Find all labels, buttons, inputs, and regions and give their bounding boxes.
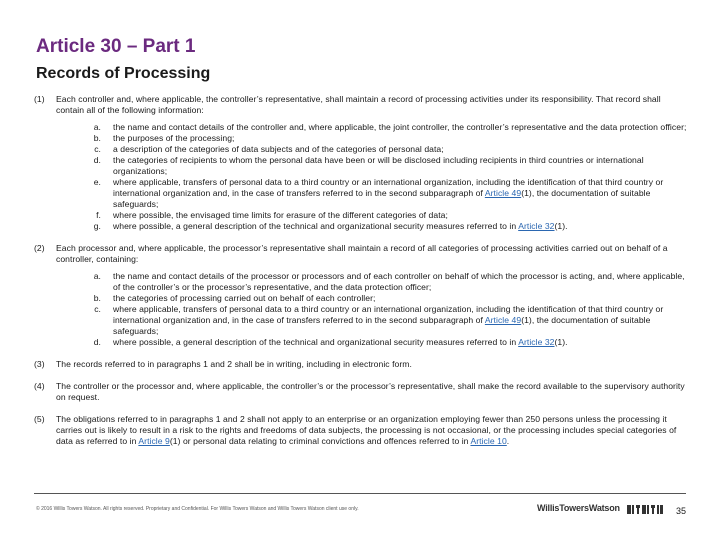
article-link[interactable]: Article 32 [518, 337, 555, 347]
list-item [89, 271, 690, 293]
list-item [89, 144, 690, 155]
item-letter: b. [93, 133, 101, 143]
article-link[interactable]: Article 49 [484, 315, 522, 325]
logo-mark-icon [627, 504, 663, 515]
paragraph-number: (1) [34, 94, 45, 104]
list-item [89, 221, 690, 232]
item-text: where applicable, transfers of personal data to a third country or an international organization, including the identification of that third country or international organization and, in the case of transfers referred to in the second subparagraph of [113, 304, 664, 325]
paragraph-2 [34, 243, 690, 348]
item-letter: e. [93, 177, 101, 187]
paragraph-text: (1) or personal data relating to criminal convictions and offences referred to in [169, 436, 471, 446]
page-number: 35 [676, 506, 687, 516]
paragraph-number: (2) [34, 243, 45, 253]
item-text: the categories of recipients to whom the personal data have been or will be disclosed including recipients in third countries or international organizations; [113, 155, 644, 176]
item-text: (1), the documentation of suitable safeguards; [113, 188, 651, 209]
article-link[interactable]: Article 32 [518, 221, 555, 231]
item-text: the categories of processing carried out on behalf of each controller; [113, 293, 376, 303]
item-text: where possible, a general description of the technical and organizational security measures referred to in [113, 337, 519, 347]
item-text: a description of the categories of data subjects and of the categories of personal data; [113, 144, 444, 154]
page-title: Article 30 – Part 1 [36, 36, 196, 57]
list-item [89, 210, 690, 221]
paragraph-text: The controller or the processor and, where applicable, the controller’s or the processor’s representative, shall make the record available to the supervisory authority on request. [56, 381, 685, 402]
paragraph-text: Each controller and, where applicable, the controller’s representative, shall maintain a record of processing activities under its responsibility. That record shall contain all of the following information: [56, 94, 661, 115]
paragraph-text: . [506, 436, 510, 446]
item-text: where applicable, transfers of personal data to a third country or an international organization, including the identification of that third country or international organization and, in the case of transfers referred to in the second subparagraph of [113, 177, 664, 198]
sub-list [56, 122, 690, 232]
list-item [89, 133, 690, 144]
page-subtitle: Records of Processing [36, 65, 211, 82]
paragraph-3 [34, 359, 690, 370]
paragraph-4 [34, 381, 690, 403]
brand-logo: WillisTowersWatson [537, 503, 620, 513]
item-letter: f. [96, 210, 101, 220]
paragraph-text: The records referred to in paragraphs 1 and 2 shall be in writing, including in electronic form. [56, 359, 412, 369]
item-letter: g. [93, 221, 101, 231]
article-link[interactable]: Article 9 [138, 436, 170, 446]
sub-list [56, 271, 690, 348]
article-link[interactable]: Article 49 [484, 188, 522, 198]
item-letter: d. [93, 337, 101, 347]
footer-divider [34, 493, 686, 494]
paragraph-text: The obligations referred to in paragraphs 1 and 2 shall not apply to an enterprise or an organization employing fewer than 250 persons unless the processing it carries out is likely to result in a risk to the rights and freedoms of data subjects, the processing is not occasional, or the processing includes special categories of data as referred to in [56, 414, 677, 446]
item-text: (1), the documentation of suitable safeguards; [113, 315, 651, 336]
item-letter: d. [93, 155, 101, 165]
list-item [89, 177, 690, 210]
item-text: where possible, the envisaged time limits for erasure of the different categories of data; [113, 210, 448, 220]
item-text: (1). [554, 337, 568, 347]
paragraph-1 [34, 94, 690, 232]
list-item [89, 337, 690, 348]
paragraph-number: (4) [34, 381, 45, 391]
list-item [89, 122, 690, 133]
item-text: (1). [554, 221, 568, 231]
article-link[interactable]: Article 10 [470, 436, 507, 446]
item-text: the name and contact details of the controller and, where applicable, the joint controller, the controller’s representative and the data protection officer; [113, 122, 687, 132]
item-letter: b. [93, 293, 101, 303]
item-text: the name and contact details of the processor or processors and of each controller on behalf of which the processor is acting, and, where applicable, of the controller’s or the processor’s representative, and the data protection officer; [113, 271, 685, 292]
paragraph-5 [34, 414, 690, 447]
list-item [89, 293, 690, 304]
item-letter: c. [94, 144, 101, 154]
list-item [89, 304, 690, 337]
item-text: where possible, a general description of the technical and organizational security measures referred to in [113, 221, 519, 231]
item-letter: c. [94, 304, 101, 314]
list-item [89, 155, 690, 177]
item-letter: a. [93, 271, 101, 281]
item-text: the purposes of the processing; [113, 133, 235, 143]
paragraph-number: (3) [34, 359, 45, 369]
paragraph-number: (5) [34, 414, 45, 424]
article-body [34, 94, 690, 458]
copyright-notice: © 2016 Willis Towers Watson. All rights reserved. Proprietary and Confidential. For Willis Towers Watson and Willis Towers Watson client use only. [36, 506, 359, 512]
item-letter: a. [93, 122, 101, 132]
paragraph-text: Each processor and, where applicable, the processor’s representative shall maintain a record of all categories of processing activities carried out on behalf of a controller, containing: [56, 243, 668, 264]
